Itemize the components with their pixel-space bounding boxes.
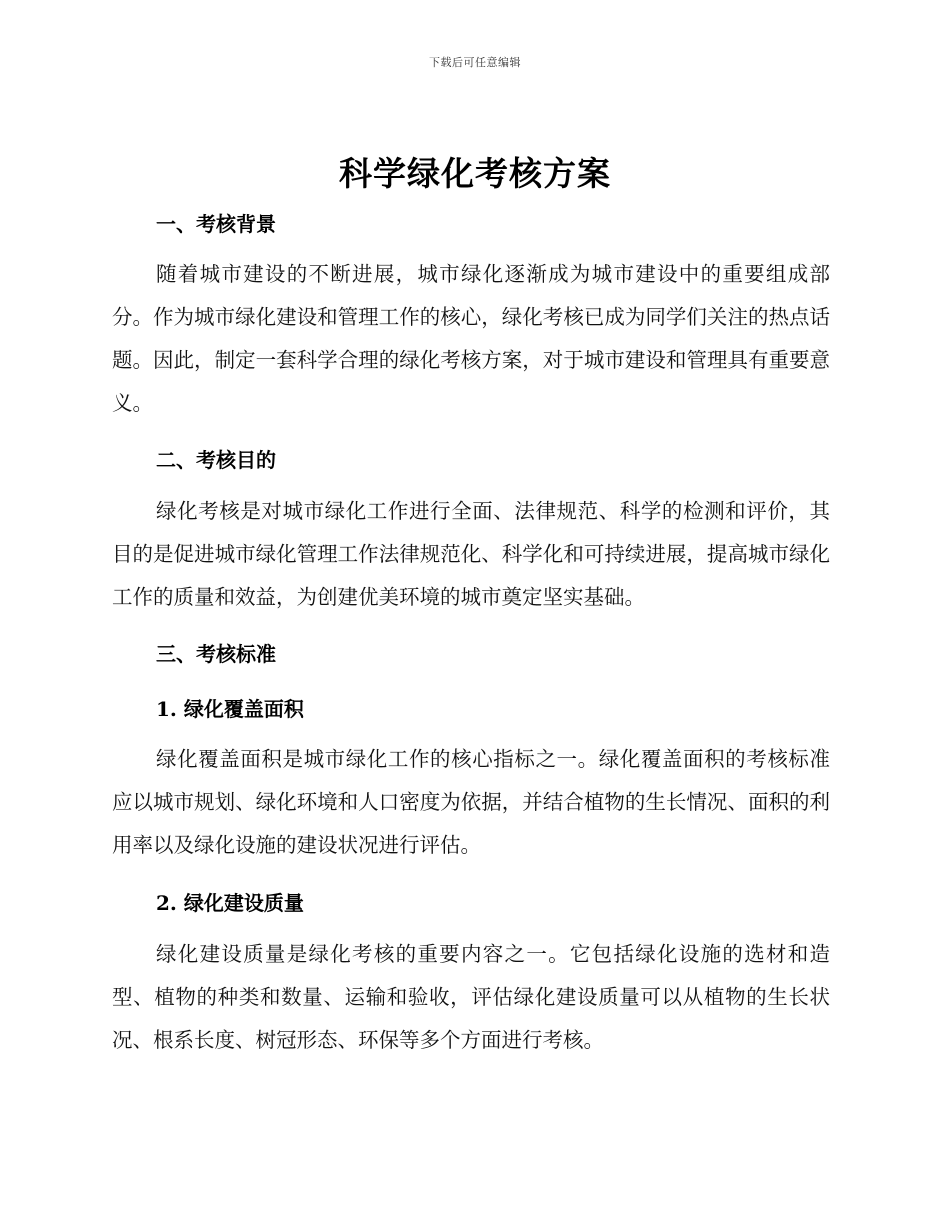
paragraph-background: 随着城市建设的不断进展，城市绿化逐渐成为城市建设中的重要组成部分。作为城市绿化建设和管理工作的核心，绿化考核已成为同学们关注的热点话题。因此，制定一套科学合理的绿化考核方案，对于城市建设和管理具有重要意义。 bbox=[112, 262, 830, 415]
paragraph-purpose: 绿化考核是对城市绿化工作进行全面、法律规范、科学的检测和评价，其目的是促进城市绿化管理工作法律规范化、科学化和可持续进展，提高城市绿化工作的质量和效益，为创建优美环境的城市奠定坚实基础。 bbox=[112, 499, 830, 609]
section-heading-standards: 三、考核标准 bbox=[156, 642, 276, 666]
section-heading-purpose: 二、考核目的 bbox=[156, 448, 276, 472]
paragraph-quality: 绿化建设质量是绿化考核的重要内容之一。它包括绿化设施的选材和造型、植物的种类和数量、运输和验收，评估绿化建设质量可以从植物的生长状况、根系长度、树冠形态、环保等多个方面进行考核。 bbox=[112, 942, 830, 1052]
subsection-heading-quality: 2. 绿化建设质量 bbox=[156, 891, 304, 915]
subsection-heading-coverage: 1. 绿化覆盖面积 bbox=[156, 697, 304, 721]
section-heading-background: 一、考核背景 bbox=[156, 212, 276, 236]
page-header-note: 下载后可任意编辑 bbox=[429, 56, 521, 69]
paragraph-coverage: 绿化覆盖面积是城市绿化工作的核心指标之一。绿化覆盖面积的考核标准应以城市规划、绿化环境和人口密度为依据，并结合植物的生长情况、面积的利用率以及绿化设施的建设状况进行评估。 bbox=[112, 747, 830, 857]
document-title: 科学绿化考核方案 bbox=[339, 154, 611, 193]
